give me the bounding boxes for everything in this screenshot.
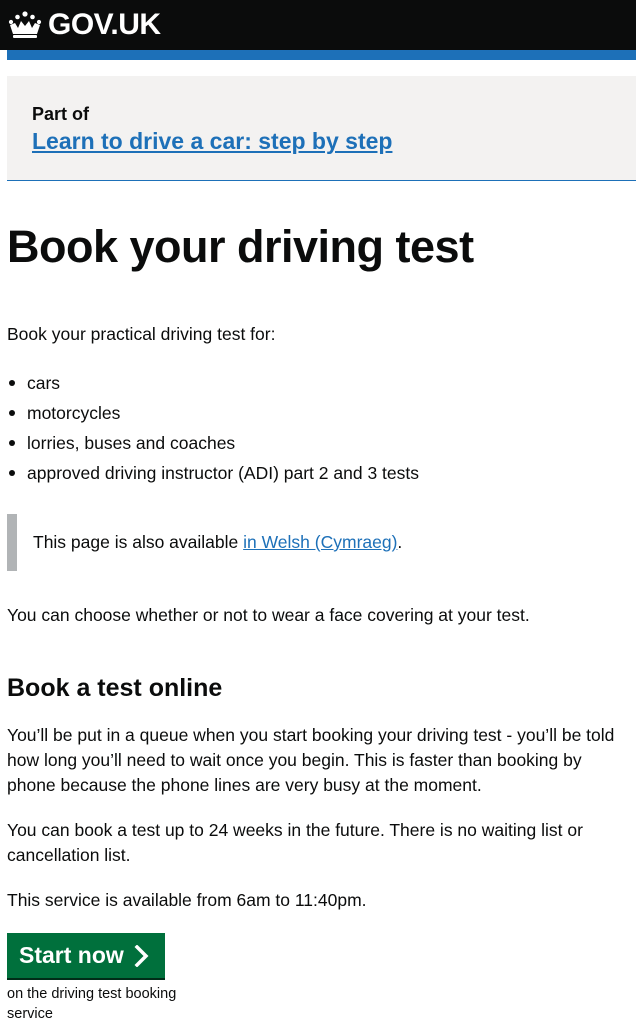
vehicle-list: [7, 368, 419, 488]
crown-icon: [7, 10, 43, 40]
logo-text: GOV.UK: [48, 8, 161, 41]
start-now-label: Start now: [19, 942, 124, 968]
list-item: approved driving instructor (ADI) part 2 and 3 tests: [7, 458, 419, 488]
availability-text: This service is available from 6am to 11:40pm.: [7, 890, 367, 910]
intro-text: Book your practical driving test for:: [7, 324, 276, 344]
welsh-notice: [33, 530, 402, 555]
page-title: Book your driving test: [7, 221, 474, 272]
chevron-right-icon: [134, 945, 150, 967]
header-blue-bar: [7, 50, 636, 60]
queue-text: You’ll be put in a queue when you start booking your driving test - you’ll be told how long you’ll need to wait once you begin. This is faster than booking by phone because the phone lines are very busy at the moment.: [7, 725, 615, 795]
part-of-panel: [7, 76, 636, 181]
face-covering-text: You can choose whether or not to wear a face covering at your test.: [7, 605, 530, 625]
service-note: on the driving test booking service: [7, 986, 177, 1022]
welsh-notice-suffix: .: [397, 532, 403, 552]
list-item: motorcycles: [7, 398, 419, 428]
list-item: lorries, buses and coaches: [7, 428, 419, 458]
welsh-link[interactable]: in Welsh (Cymraeg): [243, 532, 398, 552]
welsh-inset: [7, 514, 627, 571]
govuk-logo-link[interactable]: [7, 8, 161, 42]
online-heading: Book a test online: [7, 674, 223, 702]
site-header: [0, 0, 636, 50]
start-now-button[interactable]: [7, 933, 165, 978]
weeks-text: You can book a test up to 24 weeks in the future. There is no waiting list or cancellation list.: [7, 820, 583, 865]
part-of-label: Part of: [32, 104, 90, 124]
list-item: cars: [7, 368, 419, 398]
step-by-step-link[interactable]: Learn to drive a car: step by step: [32, 128, 393, 154]
welsh-notice-prefix: This page is also available: [33, 532, 244, 552]
